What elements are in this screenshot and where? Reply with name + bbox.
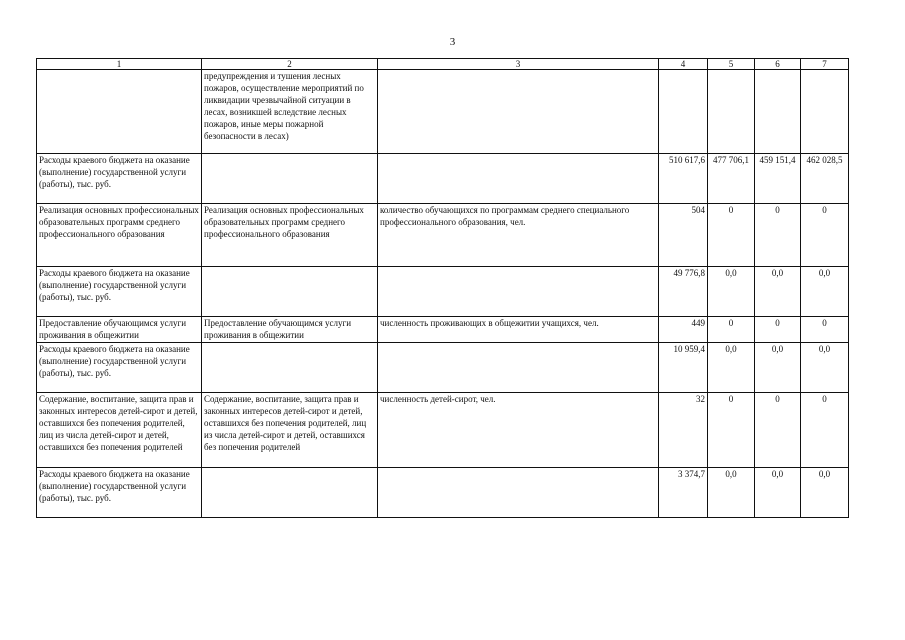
indicator-cell [378, 468, 659, 518]
table-row [37, 343, 849, 393]
value-col4: 32 [659, 393, 708, 468]
service-name-cell: Расходы краевого бюджета на оказание (выполнение) государственной услуги (работы), тыс. руб. [37, 154, 202, 204]
value-col7: 462 028,5 [801, 154, 849, 204]
header-cell: 1 [37, 59, 202, 70]
value-col7 [801, 70, 849, 154]
value-col6: 0 [755, 204, 801, 267]
value-col7: 0 [801, 204, 849, 267]
work-name-cell [202, 267, 378, 317]
indicator-cell [378, 70, 659, 154]
value-col5 [708, 70, 755, 154]
table-row [37, 154, 849, 204]
service-name-cell: Содержание, воспитание, защита прав и законных интересов детей-сирот и детей, оставшихся без попечения родителей, лиц из числа детей-сирот и детей, оставшихся без попечения родителей [37, 393, 202, 468]
indicator-cell: количество обучающихся по программам среднего специального профессионального образования, чел. [378, 204, 659, 267]
header-row [37, 59, 849, 70]
header-cell: 6 [755, 59, 801, 70]
header-cell: 4 [659, 59, 708, 70]
work-name-cell: Предоставление обучающимся услуги проживания в общежитии [202, 317, 378, 343]
value-col5: 0 [708, 204, 755, 267]
work-name-cell [202, 343, 378, 393]
indicator-cell: численность проживающих в общежитии учащихся, чел. [378, 317, 659, 343]
value-col4: 449 [659, 317, 708, 343]
table-row [37, 393, 849, 468]
value-col5: 0 [708, 317, 755, 343]
value-col4: 510 617,6 [659, 154, 708, 204]
value-col6: 0,0 [755, 468, 801, 518]
value-col4: 3 374,7 [659, 468, 708, 518]
value-col7: 0,0 [801, 267, 849, 317]
table-row [37, 468, 849, 518]
value-col4: 504 [659, 204, 708, 267]
value-col6: 459 151,4 [755, 154, 801, 204]
header-cell: 5 [708, 59, 755, 70]
value-col5: 0,0 [708, 343, 755, 393]
value-col6 [755, 70, 801, 154]
table-row [37, 317, 849, 343]
service-name-cell: Предоставление обучающимся услуги проживания в общежитии [37, 317, 202, 343]
table-row [37, 267, 849, 317]
value-col5: 0 [708, 393, 755, 468]
work-name-cell: Содержание, воспитание, защита прав и законных интересов детей-сирот и детей, оставшихся без попечения родителей, лиц из числа детей-сирот и детей, оставшихся без попечения родителей [202, 393, 378, 468]
indicator-cell [378, 267, 659, 317]
work-name-cell [202, 154, 378, 204]
value-col7: 0,0 [801, 343, 849, 393]
value-col6: 0 [755, 317, 801, 343]
value-col7: 0,0 [801, 468, 849, 518]
value-col4 [659, 70, 708, 154]
value-col4: 10 959,4 [659, 343, 708, 393]
value-col7: 0 [801, 393, 849, 468]
page-number: 3 [449, 36, 456, 48]
value-col6: 0,0 [755, 343, 801, 393]
indicator-cell [378, 343, 659, 393]
work-name-cell: Реализация основных профессиональных образовательных программ среднего профессионального образования [202, 204, 378, 267]
indicator-cell: численность детей-сирот, чел. [378, 393, 659, 468]
value-col6: 0,0 [755, 267, 801, 317]
header-cell: 7 [801, 59, 849, 70]
value-col5: 0,0 [708, 468, 755, 518]
table-row [37, 204, 849, 267]
header-cell: 2 [202, 59, 378, 70]
service-name-cell: Расходы краевого бюджета на оказание (выполнение) государственной услуги (работы), тыс. руб. [37, 343, 202, 393]
service-name-cell: Реализация основных профессиональных образовательных программ среднего профессионального образования [37, 204, 202, 267]
work-name-cell [202, 468, 378, 518]
value-col6: 0 [755, 393, 801, 468]
indicator-cell [378, 154, 659, 204]
value-col7: 0 [801, 317, 849, 343]
budget-table [36, 58, 849, 518]
value-col5: 0,0 [708, 267, 755, 317]
service-name-cell [37, 70, 202, 154]
service-name-cell: Расходы краевого бюджета на оказание (выполнение) государственной услуги (работы), тыс. руб. [37, 267, 202, 317]
table-row [37, 70, 849, 154]
value-col5: 477 706,1 [708, 154, 755, 204]
work-name-cell: предупреждения и тушения лесных пожаров, осуществление мероприятий по ликвидации чрезвычайной ситуации в лесах, возникшей вследствие лесных пожаров, иные меры пожарной безопасности в лесах) [202, 70, 378, 154]
service-name-cell: Расходы краевого бюджета на оказание (выполнение) государственной услуги (работы), тыс. руб. [37, 468, 202, 518]
header-cell: 3 [378, 59, 659, 70]
value-col4: 49 776,8 [659, 267, 708, 317]
